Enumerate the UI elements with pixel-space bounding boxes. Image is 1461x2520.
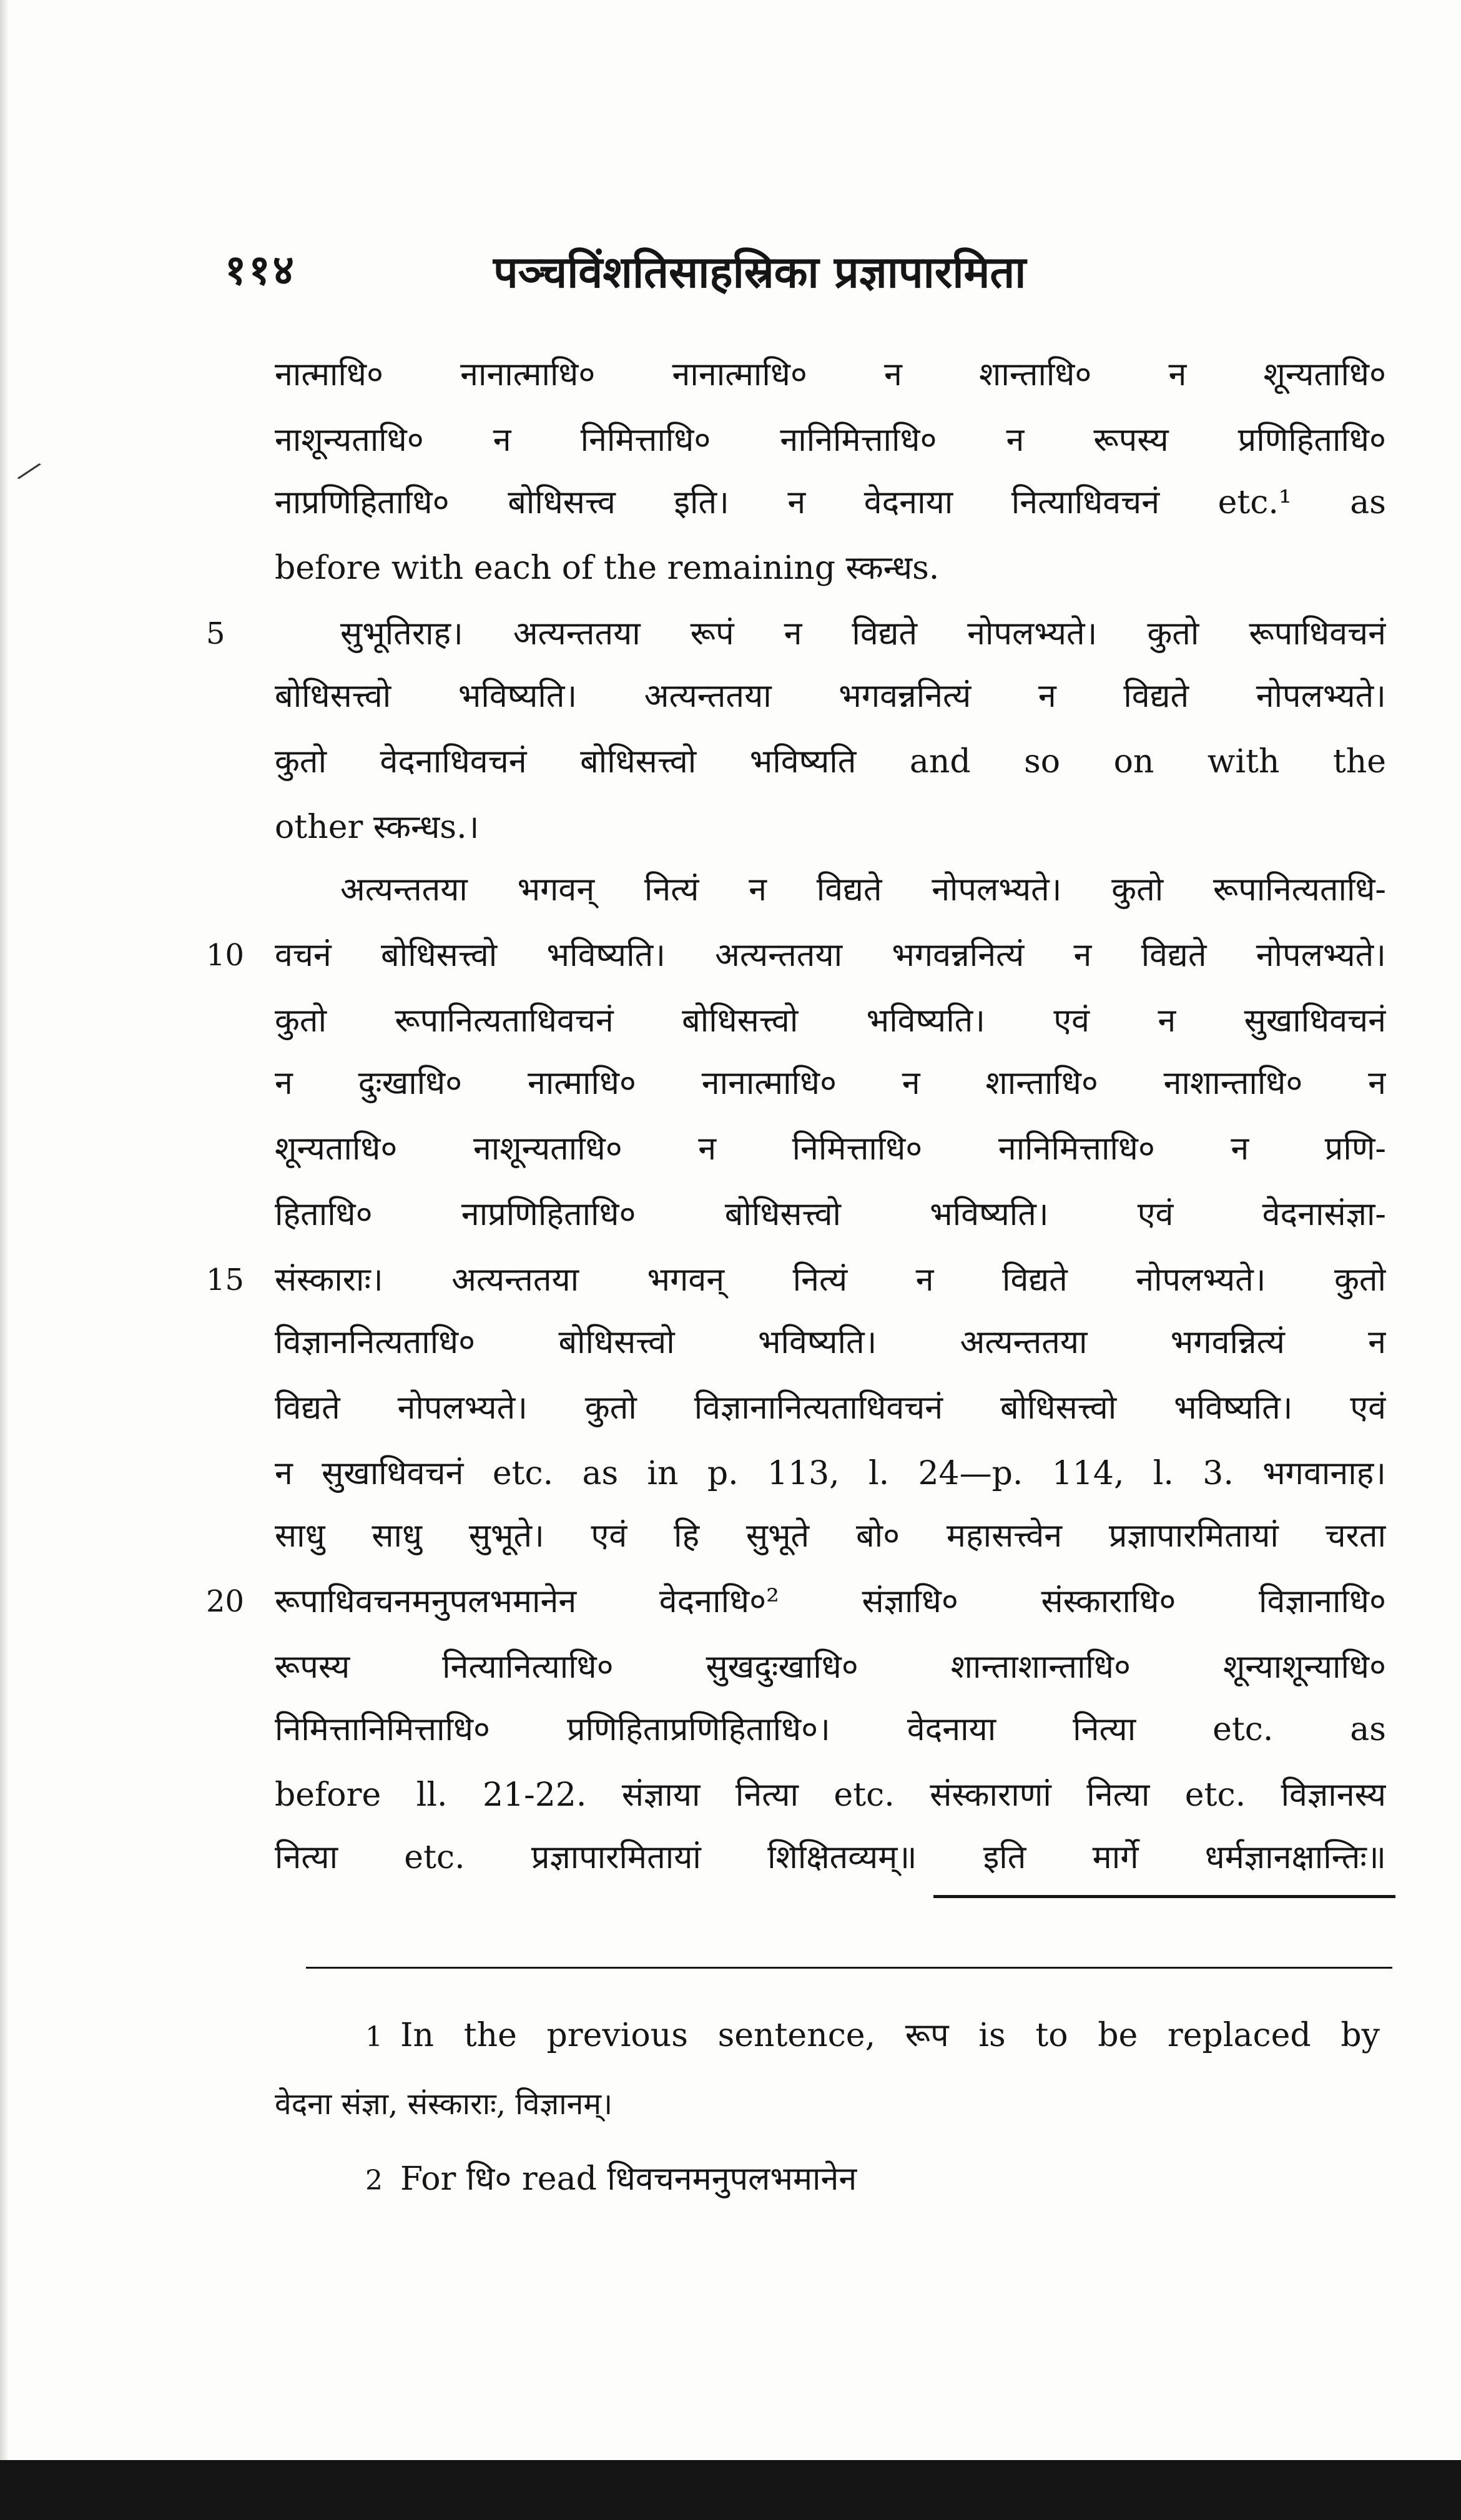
text-line: बोधिसत्त्वो भविष्यति। अत्यन्ततया भगवन्ननित्यं न विद्यते नोपलभ्यते। <box>275 677 1386 715</box>
text-line: वचनं बोधिसत्त्वो भविष्यति। अत्यन्ततया भगवन्ननित्यं न विद्यते नोपलभ्यते। <box>275 937 1386 974</box>
footnote-marker: 1 <box>365 2021 383 2053</box>
footnote-separator <box>306 1967 1392 1969</box>
text-line: नात्माधि० नानात्माधि० नानात्माधि० न शान्ताधि० न शून्यताधि० <box>275 356 1386 393</box>
text-line: नाशून्यताधि० न निमित्ताधि० नानिमित्ताधि० न रूपस्य प्रणिहिताधि० <box>275 421 1386 459</box>
scan-edge <box>0 0 9 2520</box>
text-line: विज्ञाननित्यताधि० बोधिसत्त्वो भविष्यति। अत्यन्ततया भगवन्नित्यं न <box>275 1324 1386 1361</box>
text-line: हिताधि० नाप्रणिहिताधि० बोधिसत्त्वो भविष्यति। एवं वेदनासंज्ञा- <box>275 1196 1386 1233</box>
text-line: नित्या etc. प्रज्ञापारमितायां शिक्षितव्यम्॥ इति मार्गे धर्मज्ञानक्षान्तिः॥ <box>275 1839 1386 1876</box>
footnote-text: For धि० read धिवचनमनुपलभमानेन <box>400 2160 857 2198</box>
text-line: other स्कन्धs.। <box>275 809 480 846</box>
scan-bottom-border <box>0 2460 1461 2520</box>
text-line: निमित्तानिमित्ताधि० प्रणिहिताप्रणिहिताधि०। वेदनाया नित्या etc. as <box>275 1711 1386 1748</box>
margin-pencil-mark: ⁄ <box>19 455 39 490</box>
text-line: कुतो रूपानित्यताधिवचनं बोधिसत्त्वो भविष्यति। एवं न सुखाधिवचनं <box>275 1002 1386 1040</box>
text-line: न सुखाधिवचनं etc. as in p. 113, l. 24—p. 114, l. 3. भगवानाह। <box>275 1455 1386 1492</box>
text-line: सुभूतिराह। अत्यन्ततया रूपं न विद्यते नोपलभ्यते। कुतो रूपाधिवचनं <box>340 615 1386 652</box>
text-line: अत्यन्ततया भगवन् नित्यं न विद्यते नोपलभ्यते। कुतो रूपानित्यताधि- <box>340 871 1386 908</box>
footnote-text: In the previous sentence, रूप is to be replaced by <box>400 2017 1380 2054</box>
text-line: साधु साधु सुभूते। एवं हि सुभूते बो० महासत्त्वेन प्रज्ञापारमितायां चरता <box>275 1517 1386 1555</box>
page-number: ११४ <box>225 245 297 294</box>
text-line: विद्यते नोपलभ्यते। कुतो विज्ञानानित्यताधिवचनं बोधिसत्त्वो भविष्यति। एवं <box>275 1389 1386 1427</box>
text-line: before with each of the remaining स्कन्धs. <box>275 549 940 587</box>
text-line: शून्यताधि० नाशून्यताधि० न निमित्ताधि० नानिमित्ताधि० न प्रणि- <box>275 1130 1386 1168</box>
text-line: before ll. 21-22. संज्ञाया नित्या etc. संस्काराणां नित्या etc. विज्ञानस्य <box>275 1776 1386 1814</box>
line-number: 5 <box>206 616 225 651</box>
text-line: रूपाधिवचनमनुपलभमानेन वेदनाधि०² संज्ञाधि० संस्काराधि० विज्ञानाधि० <box>275 1583 1386 1620</box>
footnote-2 <box>365 2151 857 2207</box>
text-line: कुतो वेदनाधिवचनं बोधिसत्त्वो भविष्यति and so on with the <box>275 743 1386 780</box>
text-line: न दुःखाधि० नात्माधि० नानात्माधि० न शान्ताधि० नाशान्ताधि० न <box>275 1065 1386 1102</box>
colophon-underline <box>933 1895 1395 1898</box>
text-line: रूपस्य नित्यानित्याधि० सुखदुःखाधि० शान्ताशान्ताधि० शून्याशून्याधि० <box>275 1648 1386 1686</box>
footnote-marker: 2 <box>365 2165 383 2197</box>
footnote-1 <box>365 2007 1380 2064</box>
line-number: 10 <box>206 938 245 973</box>
text-line: नाप्रणिहिताधि० बोधिसत्त्व इति। न वेदनाया नित्याधिवचनं etc.¹ as <box>275 484 1386 521</box>
text-line: संस्काराः। अत्यन्ततया भगवन् नित्यं न विद्यते नोपलभ्यते। कुतो <box>275 1261 1386 1299</box>
running-title: पञ्चविंशतिसाहस्रिका प्रज्ञापारमिता <box>493 246 1026 298</box>
line-number: 20 <box>206 1584 245 1619</box>
footnote-1-continuation: वेदना संज्ञा, संस्काराः, विज्ञानम्। <box>275 2087 613 2122</box>
line-number: 15 <box>206 1262 245 1297</box>
page-header <box>225 240 1367 309</box>
